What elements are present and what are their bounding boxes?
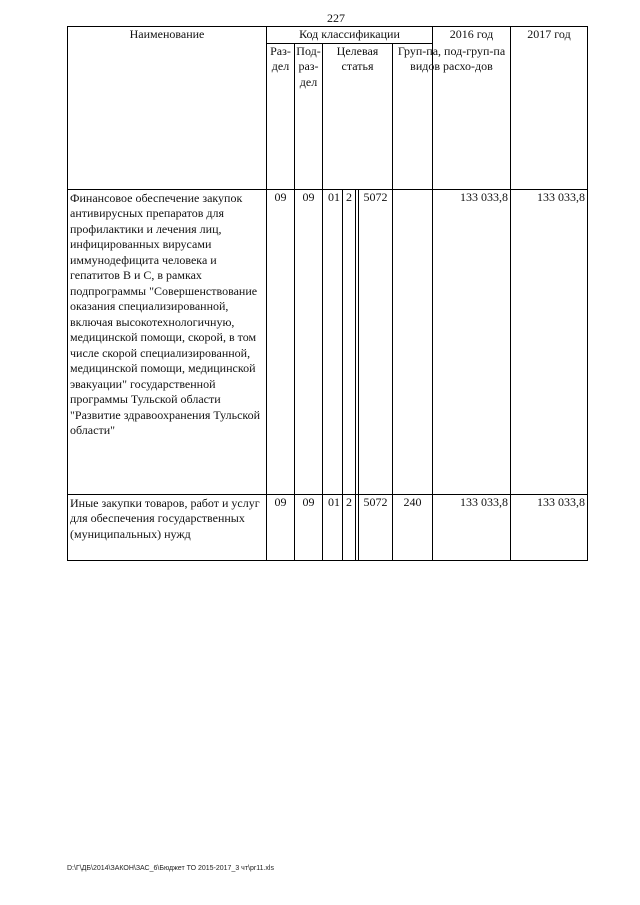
row-section: 09 [267,189,295,494]
page-number: 227 [327,11,345,25]
row-amount-2016: 133 033,8 [433,189,511,494]
header-target-article: Целевая статья [323,43,393,189]
header-expense-group: Груп-па, под-груп-па видов расхо-дов [393,43,511,189]
row-subsection: 09 [295,494,323,560]
row-section: 09 [267,494,295,560]
row-amount-2017: 133 033,8 [511,189,588,494]
row-amount-2017: 133 033,8 [511,494,588,560]
header-row-top [68,27,588,44]
row-target-part2: 2 [343,189,356,494]
table-row [68,189,588,494]
footer-file-path: D:\Г\ДБ\2014\ЗАКОН\ЗАС_6\Бюджет ТО 2015-2017_3 чт\pr11.xls [67,865,274,872]
row-expense-group: 240 [393,494,433,560]
row-name: Иные закупки товаров, работ и услуг для обеспечения государственных (муниципальных) нужд [68,494,267,560]
header-year-2017: 2017 год [511,27,588,190]
row-target-part1: 01 [323,189,343,494]
row-name: Финансовое обеспечение закупок антивирусных препаратов для профилактики и лечения лиц, инфицированных вирусами иммунодефицита человека и гепатитов В и С, в рамках подпрограммы "Совершенствование оказания специализированной, включая высокотехнологичную, медицинской помощи, скорой, в том числе скорой специализированной, медицинской помощи, медицинской эвакуации" государственной программы Тульской области "Развитие здравоохранения Тульской области" [68,189,267,494]
header-section: Раз-дел [267,43,295,189]
row-target-part2: 2 [343,494,356,560]
row-expense-group [393,189,433,494]
row-target-part4: 5072 [359,189,393,494]
row-amount-2016: 133 033,8 [433,494,511,560]
budget-table [67,26,588,561]
row-target-part4: 5072 [359,494,393,560]
table-row [68,494,588,560]
row-subsection: 09 [295,189,323,494]
row-target-part1: 01 [323,494,343,560]
header-year-2016: 2016 год [433,27,511,190]
header-name: Наименование [68,27,267,190]
header-subsection: Под-раз-дел [295,43,323,189]
header-classification: Код классификации [267,27,433,44]
